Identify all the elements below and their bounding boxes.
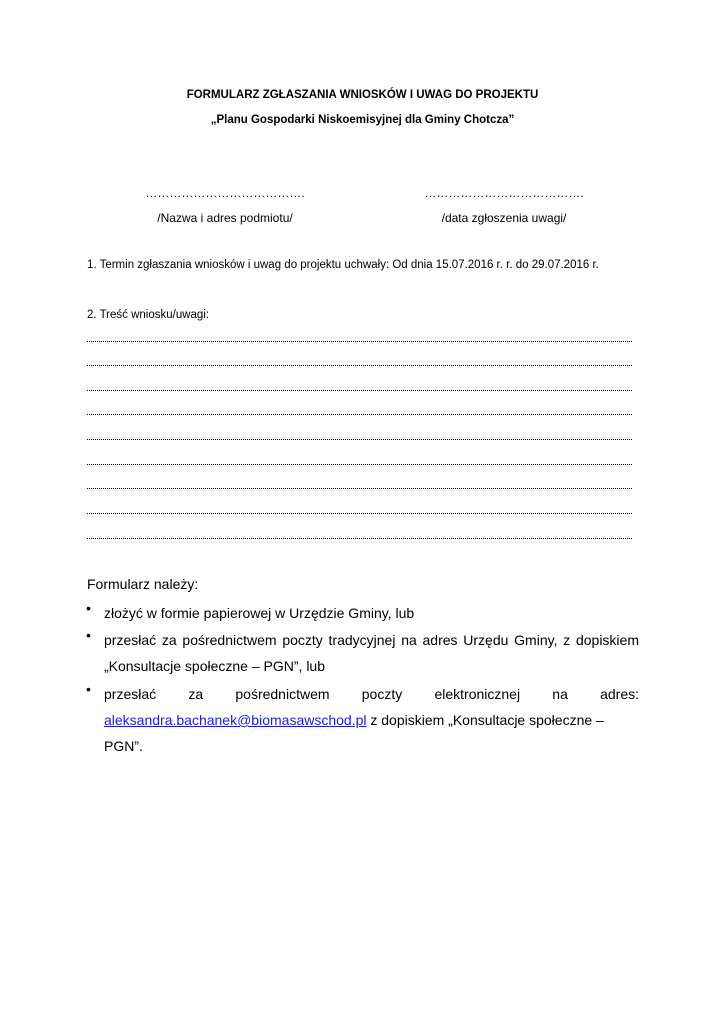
entity-field [125, 186, 325, 225]
bullet-icon: • [86, 600, 91, 616]
content-dotted-line [87, 341, 632, 342]
bullet-icon: • [86, 627, 91, 643]
list-item-line: przesłać za pośrednictwem poczty elektronicznej na adres: [104, 686, 639, 702]
list-item-line [104, 707, 639, 759]
entity-label: /Nazwa i adres podmiotu/ [157, 211, 293, 225]
content-dotted-line [87, 414, 632, 415]
content-dotted-line [87, 538, 632, 539]
date-label: /data zgłoszenia uwagi/ [441, 211, 567, 225]
list-item-text [104, 681, 639, 759]
content-dotted-line [87, 390, 632, 391]
date-placeholder-dots: …………………………………. [424, 186, 584, 200]
content-label: 2. Treść wniosku/uwagi: [87, 309, 210, 321]
date-field [404, 186, 604, 225]
list-item-line: przesłać za pośrednictwem poczty tradycyjnej na adres Urzędu Gminy, z dopiskiem [104, 632, 639, 648]
list-item-text [104, 627, 639, 679]
bullet-icon: • [86, 681, 91, 697]
email-suffix: z dopiskiem „Konsultacje społeczne – PGN”. [104, 712, 604, 754]
deadline-text: 1. Termin zgłaszania wniosków i uwag do projektu uchwały: Od dnia 15.07.2016 r. r. do 29.07.2016 r. [87, 259, 599, 271]
form-title: FORMULARZ ZGŁASZANIA WNIOSKÓW I UWAG DO PROJEKTU [186, 89, 539, 101]
form-subtitle: „Planu Gospodarki Niskoemisyjnej dla Gminy Chotcza” [210, 114, 515, 126]
content-dotted-line [87, 439, 632, 440]
content-dotted-line [87, 513, 632, 514]
list-item-text: złożyć w formie papierowej w Urzędzie Gminy, lub [104, 605, 415, 621]
content-dotted-line [87, 464, 632, 465]
content-dotted-line [87, 488, 632, 489]
content-dotted-line [87, 365, 632, 366]
email-link[interactable]: aleksandra.bachanek@biomasawschod.pl [104, 712, 367, 728]
submission-heading: Formularz należy: [87, 576, 199, 592]
list-item-line: „Konsultacje społeczne – PGN”, lub [104, 658, 325, 674]
entity-placeholder-dots: …………………………………. [145, 186, 305, 200]
